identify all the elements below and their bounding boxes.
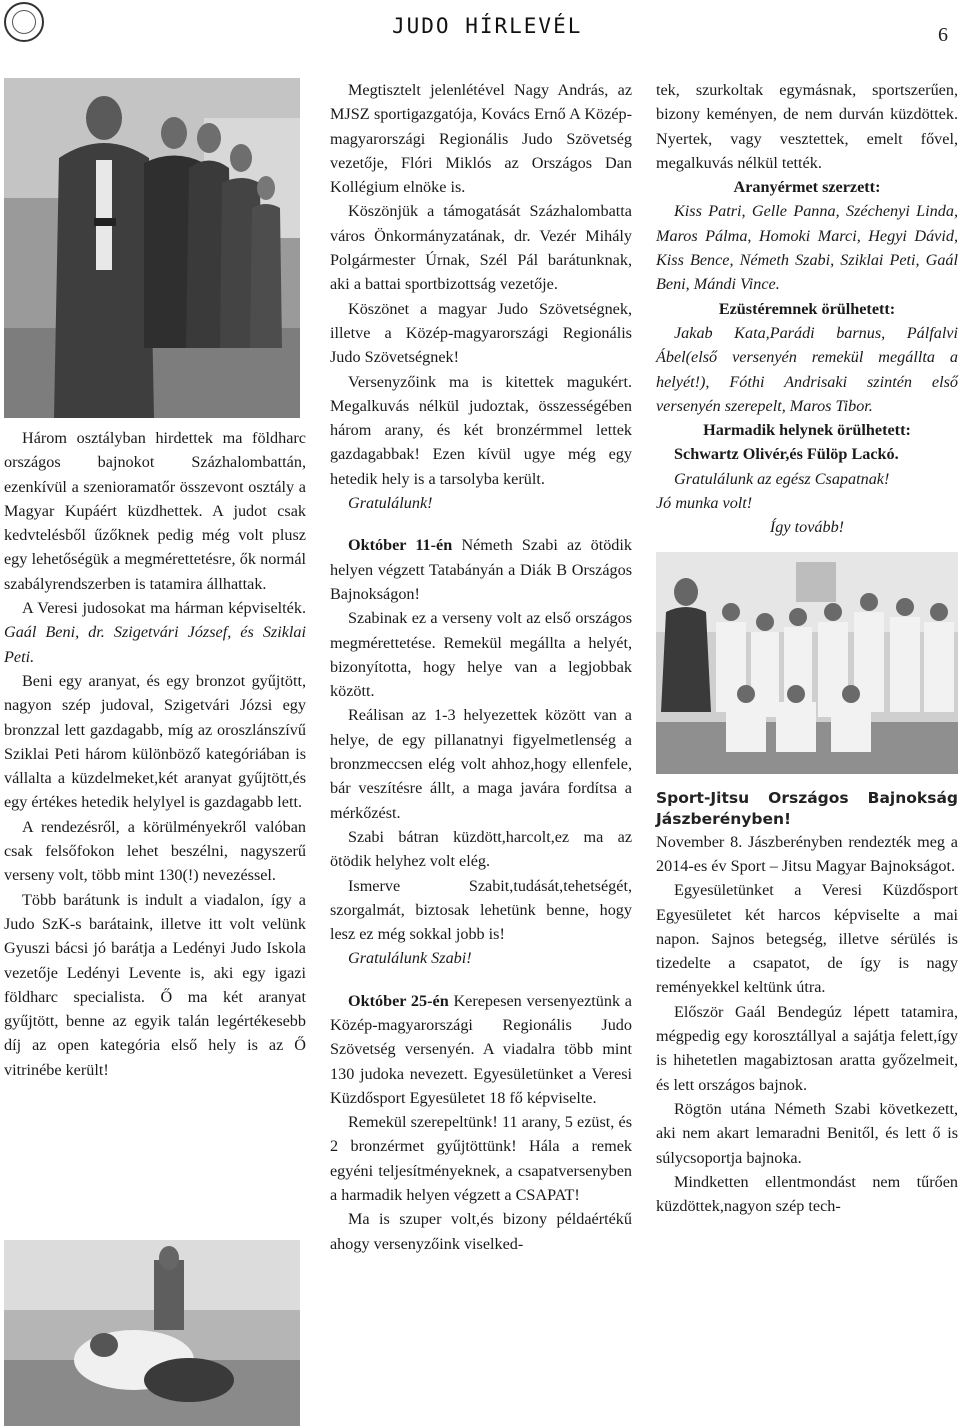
article-paragraph: Szabi bátran küzdött,harcolt,ez ma az ötödik helyhez volt elég. [330,827,632,871]
article-paragraph: Ma is szuper volt,és bizony példaértékű ahogy versenyzőink viselked- [330,1210,632,1253]
article-paragraph: Mindketten ellentmondást nem tűrően küzdöttek,nagyon szép tech- [656,1172,958,1216]
article-paragraph: Reálisan az 1-3 helyezettek között van a helye, de egy pillanatnyi figyelmetlenség a bronzmeccsen elég volt ahhoz,hogy ellenfele, bár veszítésre állt, a maga javára fordítsa a mérkőzést. [330,706,632,822]
congratulation-line: Jó munka volt! [656,494,753,513]
groundwork-photo [4,1240,300,1426]
article-paragraph: Megtisztelt jelenlétével Nagy András, az MJSZ sportigazgatója, Kovács Ernő A Közép-magyarországi Regionális Judo Szövetség vezetője, Flóri Miklós az Országos Dan Kollégium elnöke is. [330,81,632,197]
article-paragraph: Több barátunk is indult a viadalon, így a Judo SzK-s barátaink, illetve itt volt velünk Gyuszi bácsi jó barátja a Ledényi Judo Iskola vezetője Ledényi Levente is, aki egy igazi földharc specialista. Ő ma két aranyat gyűjtött, benne az egyik talán legértékesebb díj az open kategória első hely is az Ő vitrinébe került! [4,890,306,1079]
article-paragraph: Gratulálunk! [348,494,433,513]
article-paragraph: Három osztályban hirdettek ma földharc országos bajnokot Százhalombattán, ezenkívül a szenioramatőr összevont osztály a Magyar Kupáért küzdhettek. A judot csak kedvtelésből űzőknek pedig még volt plusz egy lehetőségük a megmérettetésre, ők normál szabályrendszerben is tatamira állhattak. [4,429,306,593]
article-paragraph: A rendezésről, a körülményekről valóban csak felsőfokon lehet beszélni, nagyszerű verseny volt, több mint 130(!) nevezéssel. [4,817,306,885]
article-paragraph: Gratulálunk Szabi! [348,949,472,968]
article-paragraph: Rögtön utána Németh Szabi következett, aki nem akart lemaradni Benitől, és lett ő is súlycsoportja bajnoka. [656,1099,958,1167]
article-paragraph: A Veresi judosokat ma hárman képviselték. Gaál Beni, dr. Szigetvári József, és Sziklai Peti. [4,599,306,666]
article-paragraph: Október 25-én Kerepesen versenyeztünk a Közép-magyarországi Regionális Judo Szövetség versenyén. A viadalra több mint 130 judoka nevezett. Egyesületünket a Veresi Küzdősport Egyesületet 18 fő képviselte. [330,991,632,1107]
article-paragraph: Egyesületünket a Veresi Küzdősport Egyesületet két harcos képviselte a mai napon. Sajnos betegség, illetve sérülés is tizedelte a csapatot, de így is nagy reményekkel keltünk útra. [656,881,958,997]
article-paragraph: Először Gaál Bendegúz lépett tatamira, mégpedig egy korosztállyal a sajátja felett,így is hihetetlen magabiztosan aratta győzelmeit, és lett országos bajnok. [656,1002,958,1094]
medal-names: Schwartz Olivér,és Fülöp Lackó. [674,445,899,464]
officials-photo [4,78,300,418]
medal-heading: Ezüstéremnek örülhetett: [718,299,896,318]
medal-heading: Harmadik helynek örülhetett: [703,421,911,440]
article-paragraph: Remekül szerepeltünk! 11 arany, 5 ezüst, és 2 bronzérmet gyűjtöttünk! Hála a remek egyéni teljesítményeknek, a csapatversenyben a harmadik helyen végzett a CSAPAT! [330,1113,632,1205]
article-paragraph: Szabinak ez a verseny volt az első országos megmérettetése. Remekül megállta a helyét, bizonyította, hogy helye van a legjobbak között. [330,609,632,701]
article-paragraph: November 8. Jászberényben rendezték meg a 2014-es év Sport – Jitsu Magyar Bajnokságot. [656,832,958,875]
column-1 [4,78,306,1082]
article-paragraph: Köszönet a magyar Judo Szövetségnek, illetve a Közép-magyarországi Regionális Judo Szövetségnek! [330,299,632,367]
article-paragraph: Versenyzőink ma is kitettek magukért. Megalkuvás nélkül judoztak, összességében három arany, és két bronzérmmel lettek gazdagabbak! Ezen kívül ugye még egy hetedik hely is a tarsolyba került. [330,372,632,488]
team-photo [656,552,958,774]
medal-heading: Aranyérmet szerzett: [733,178,881,197]
article-paragraph: Október 11-én Németh Szabi az ötödik helyen végzett Tatabányán a Diák B Országos Bajnokságon! [330,536,632,603]
article-paragraph: Beni egy aranyat, és egy bronzot gyűjtött, nagyon szép judoval, Szigetvári Józsi egy bronzzal lett gazdagabb, míg az oroszlánszívű Sziklai Peti három különböző kategóriában is vállalta a küzdelmeket,két aranyat gyűjtött,és egy értékes hetedik helylyel is gazdagabb lett. [4,671,306,812]
medal-names: Jakab Kata,Parádi barnus, Pálfalvi Ábel(első versenyén remekül megállta a helyét!), Fóthi Andrisaki szintén első versenyén szerepelt, Maros Tibor. [656,323,958,415]
article-paragraph: Ismerve Szabit,tudását,tehetségét, szorgalmát, biztosak lehetünk benne, hogy lesz ez még sokkal jobb is! [330,876,632,944]
page-number: 6 [938,24,948,46]
congratulation-line: Gratulálunk az egész Csapatnak! [674,469,890,488]
page-header [0,0,960,70]
masthead-title: JUDO HÍRLEVÉL [392,14,583,38]
section-title: Sport-Jitsu Országos Bajnokság Jászberényben! [656,788,958,828]
congratulation-line: Így tovább! [769,518,845,537]
column-3 [656,78,958,1218]
club-logo-icon [4,2,44,42]
article-paragraph: Köszönjük a támogatását Százhalombatta város Önkormányzatának, dr. Vezér Mihály Polgármester Úrnak, Szél Pál barátunknak, aki a battai sportbizottság vezetője. [330,202,632,294]
medal-names: Kiss Patri, Gelle Panna, Széchenyi Linda, Maros Pálma, Homoki Marci, Hegyi Dávid, Kiss Bence, Németh Szabi, Sziklai Peti, Gaál Beni, Mándi Vince. [656,202,958,294]
column-2 [330,78,632,1256]
article-paragraph: tek, szurkoltak egymásnak, sportszerűen, bizony keményen, de nem durván küzdöttek. Nyertek, vagy vesztettek, emelt fővel, megalkuvás nélkül tették. [656,81,958,172]
